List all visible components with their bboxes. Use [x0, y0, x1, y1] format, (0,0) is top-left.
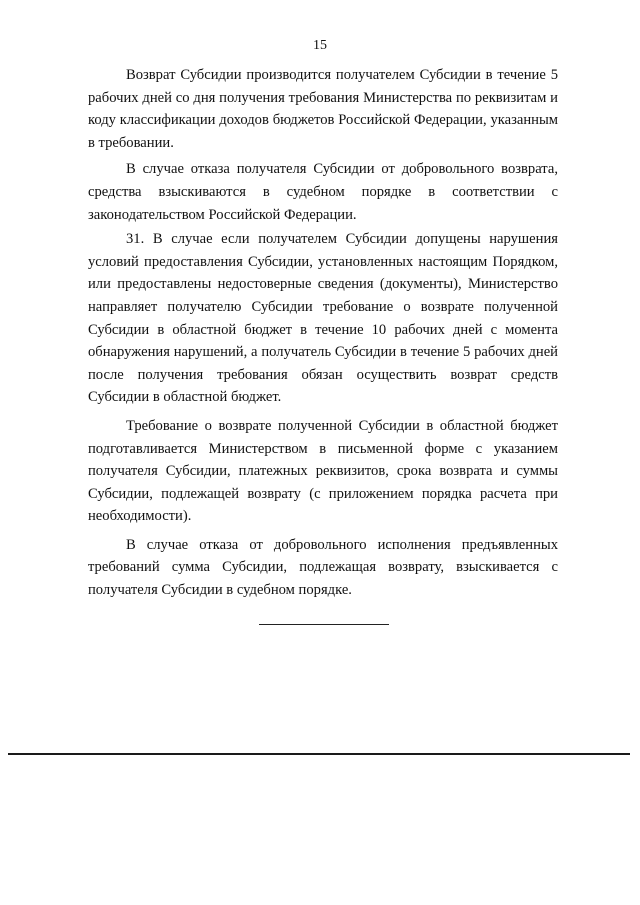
end-of-document-rule [259, 624, 389, 625]
paragraph-refusal-court: В случае отказа получателя Субсидии от добровольного возврата, средства взыскиваются в судебном порядке в соответствии с законодательством Российской Федерации. [88, 161, 558, 223]
document-body [88, 64, 558, 604]
paragraph-court-recovery: В случае отказа от добровольного исполнения предъявленных требований сумма Субсидии, подлежащая возврату, взыскивается с получателя Субсидии в судебном порядке. [88, 536, 558, 599]
paragraph-item-31: 31. В случае если получателем Субсидии допущены нарушения условий предоставления Субсидии, установленных настоящим Порядком, или предоставлены недостоверные сведения (документы), Министерство направляет получателю Субсидии требование о возврате полученной Субсидии в областной бюджет в течение 10 рабочих дней с момента обнаружения нарушений, а получатель Субсидии в течение 5 рабочих дней после получения требования обязан осуществить возврат средств Субсидии в областной бюджет. [88, 231, 558, 406]
paragraph-requirement-form: Требование о возврате полученной Субсидии в областной бюджет подготавливается Министерством в письменной форме с указанием получателя Субсидии, платежных реквизитов, срока возврата и суммы Субсидии, подлежащей возврату (с приложением порядка расчета при необходимости). [88, 417, 558, 525]
paragraph-subsidy-return: Возврат Субсидии производится получателем Субсидии в течение 5 рабочих дней со дня получения требования Министерства по реквизитам и коду классификации доходов бюджетов Российской Федерации, указанным в требовании. [88, 67, 558, 151]
footer-divider [8, 753, 630, 755]
page-number: 15 [313, 38, 327, 53]
